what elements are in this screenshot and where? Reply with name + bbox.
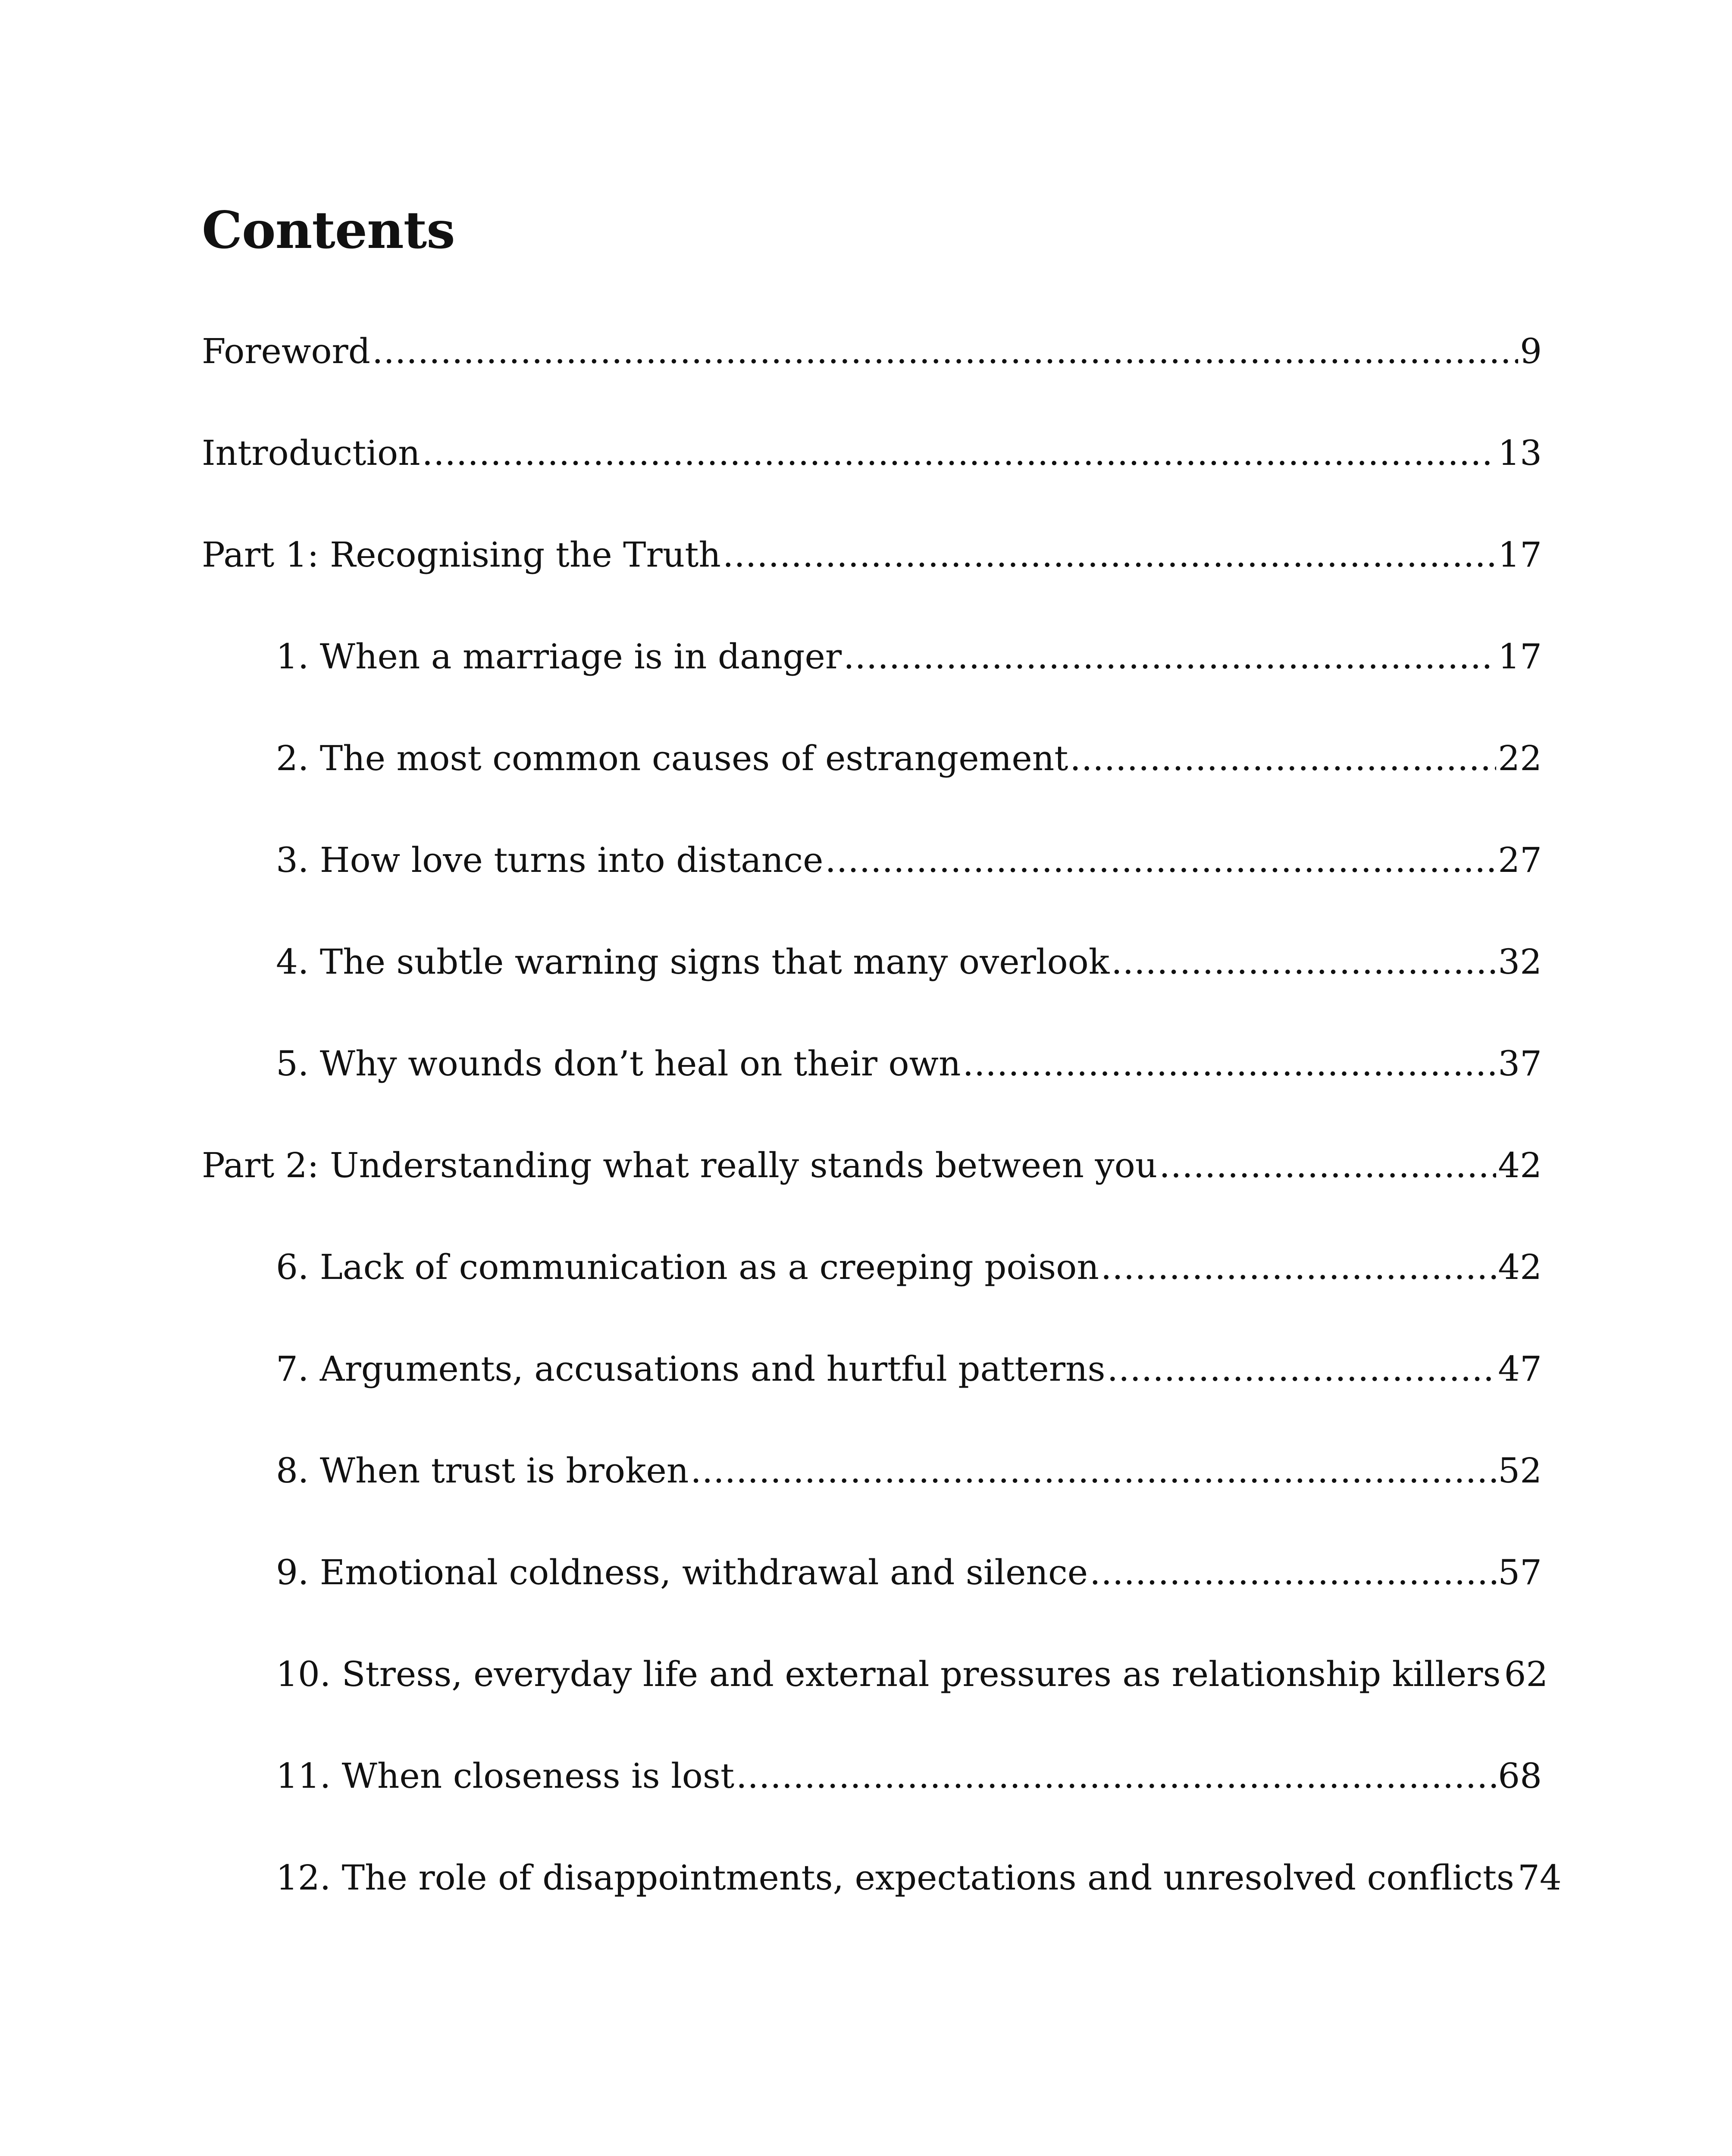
toc-entry-page-number: 37 [1498,1044,1542,1084]
dot-leader [372,326,1518,377]
toc-entry-label: 7. Arguments, accusations and hurtful patterns [276,1349,1106,1389]
toc-entry-chapter-1 [202,631,1542,733]
table-of-contents [202,326,1562,1954]
toc-entry-part-2 [202,1140,1542,1241]
toc-entry-chapter-2 [202,733,1542,834]
toc-entry-label: 9. Emotional coldness, withdrawal and silence [276,1552,1088,1592]
toc-entry-page-number: 68 [1498,1756,1542,1796]
toc-entry-label: 1. When a marriage is in danger [276,636,842,677]
toc-entry-page-number: 42 [1498,1247,1542,1287]
toc-entry-label: 4. The subtle warning signs that many overlook [276,942,1110,982]
toc-entry-introduction [202,427,1542,529]
toc-entry-chapter-10 [202,1648,1548,1750]
toc-entry-chapter-4 [202,936,1542,1038]
toc-entry-page-number: 22 [1498,738,1542,778]
toc-entry-chapter-3 [202,834,1542,936]
toc-entry-label: 10. Stress, everyday life and external pressures as relationship killers [276,1654,1501,1694]
toc-entry-page-number: 27 [1498,840,1542,880]
toc-entry-chapter-11 [202,1750,1542,1852]
toc-entry-label: 5. Why wounds don’t heal on their own [276,1044,961,1084]
dot-leader [963,1038,1497,1090]
toc-entry-page-number: 32 [1498,942,1542,982]
toc-entry-label: 6. Lack of communication as a creeping poison [276,1247,1099,1287]
toc-entry-chapter-9 [202,1547,1542,1648]
toc-entry-foreword [202,326,1542,427]
dot-leader [1159,1140,1496,1191]
toc-entry-page-number: 17 [1498,535,1542,575]
page-title: Contents [202,200,455,260]
dot-leader [1090,1547,1496,1598]
dot-leader [736,1750,1496,1802]
toc-entry-page-number: 42 [1498,1145,1542,1185]
dot-leader [422,427,1497,479]
toc-entry-page-number: 17 [1498,636,1542,677]
dot-leader [1111,936,1496,988]
toc-entry-label: Foreword [202,331,370,371]
toc-entry-chapter-7 [202,1343,1542,1445]
dot-leader [843,631,1496,683]
toc-entry-page-number: 9 [1520,331,1542,371]
toc-entry-chapter-8 [202,1445,1542,1547]
toc-entry-part-1 [202,529,1542,631]
dot-leader [723,529,1496,581]
dot-leader [1101,1241,1496,1293]
toc-entry-chapter-6 [202,1241,1542,1343]
dot-leader [825,834,1496,886]
toc-entry-chapter-5 [202,1038,1542,1140]
toc-entry-page-number: 62 [1504,1654,1548,1694]
toc-entry-label: 3. How love turns into distance [276,840,824,880]
toc-entry-page-number: 57 [1498,1552,1542,1592]
toc-entry-label: 12. The role of disappointments, expectations and unresolved conflicts [276,1858,1514,1898]
toc-entry-chapter-12 [202,1852,1562,1954]
dot-leader [690,1445,1496,1497]
toc-entry-label: 8. When trust is broken [276,1451,689,1491]
toc-entry-label: 2. The most common causes of estrangement [276,738,1068,778]
toc-entry-label: 11. When closeness is lost [276,1756,735,1796]
dot-leader [1107,1343,1497,1395]
toc-entry-page-number: 74 [1517,1858,1562,1898]
toc-entry-label: Part 1: Recognising the Truth [202,535,721,575]
toc-entry-page-number: 52 [1498,1451,1542,1491]
dot-leader [1070,733,1496,784]
toc-entry-label: Part 2: Understanding what really stands between you [202,1145,1158,1185]
toc-entry-label: Introduction [202,433,420,473]
toc-entry-page-number: 13 [1498,433,1542,473]
toc-entry-page-number: 47 [1498,1349,1542,1389]
